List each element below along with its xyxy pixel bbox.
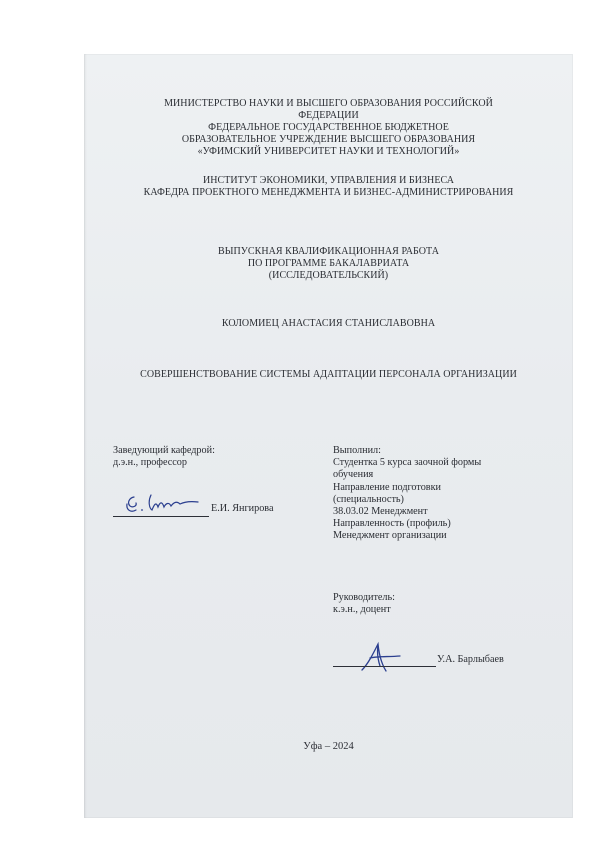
ministry-line-1: МИНИСТЕРСТВО НАУКИ И ВЫСШЕГО ОБРАЗОВАНИЯ РОССИЙСКОЙ — [164, 98, 493, 109]
work-type-block — [84, 246, 573, 282]
head-degree: д.э.н., профессор — [113, 457, 187, 469]
head-signature-line — [113, 516, 209, 517]
department-name: КАФЕДРА ПРОЕКТНОГО МЕНЕДЖМЕНТА И БИЗНЕС-АДМИНИСТРИРОВАНИЯ — [143, 187, 514, 198]
supervisor-degree: к.э.н., доцент — [333, 604, 391, 616]
work-type-line-1: ВЫПУСКНАЯ КВАЛИФИКАЦИОННАЯ РАБОТА — [218, 246, 439, 257]
author-name-text: КОЛОМИЕЦ АНАСТАСИЯ СТАНИСЛАВОВНА — [221, 318, 436, 329]
supervisor-name: У.А. Барлыбаев — [437, 654, 504, 665]
performer-label: Выполнил: — [333, 445, 381, 456]
paper-left-edge — [84, 54, 87, 818]
performer-line-1: Студентка 5 курса заочной формы — [333, 457, 482, 469]
performer-line-7: Менеджмент организации — [333, 530, 447, 542]
work-type-line-3: (ИССЛЕДОВАТЕЛЬСКИЙ) — [268, 270, 389, 281]
paper-sheet — [84, 54, 573, 818]
head-of-department-block — [113, 445, 215, 469]
head-signature — [118, 489, 210, 519]
thesis-title — [84, 369, 573, 381]
supervisor-signature — [356, 636, 412, 676]
ministry-line-4: ОБРАЗОВАТЕЛЬНОЕ УЧРЕЖДЕНИЕ ВЫСШЕГО ОБРАЗОВАНИЯ — [181, 134, 476, 145]
work-type-line-2: ПО ПРОГРАММЕ БАКАЛАВРИАТА — [247, 258, 410, 269]
performer-line-4: (специальность) — [333, 493, 404, 505]
supervisor-block — [333, 592, 395, 616]
city-year: Уфа – 2024 — [303, 741, 354, 752]
head-name: Е.И. Янгирова — [211, 503, 274, 514]
university-name: «УФИМСКИЙ УНИВЕРСИТЕТ НАУКИ И ТЕХНОЛОГИЙ» — [197, 146, 460, 157]
ministry-header — [84, 98, 573, 158]
performer-line-2: обучения — [333, 469, 374, 481]
institute-name: ИНСТИТУТ ЭКОНОМИКИ, УПРАВЛЕНИЯ И БИЗНЕСА — [203, 175, 454, 186]
performer-line-5: 38.03.02 Менеджмент — [333, 506, 428, 518]
institute-block — [84, 175, 573, 199]
performer-line-3: Направление подготовки — [333, 481, 442, 493]
head-role: Заведующий кафедрой: — [113, 445, 215, 456]
supervisor-role: Руководитель: — [333, 592, 395, 603]
supervisor-signature-line — [333, 666, 436, 667]
performer-block — [333, 445, 481, 543]
thesis-title-text: СОВЕРШЕНСТВОВАНИЕ СИСТЕМЫ АДАПТАЦИИ ПЕРСОНАЛА ОРГАНИЗАЦИИ — [140, 369, 517, 380]
ministry-line-3: ФЕДЕРАЛЬНОЕ ГОСУДАРСТВЕННОЕ БЮДЖЕТНОЕ — [208, 122, 449, 133]
performer-line-6: Направленность (профиль) — [333, 518, 451, 530]
ministry-line-2: ФЕДЕРАЦИИ — [298, 110, 359, 121]
author-name — [84, 318, 573, 330]
